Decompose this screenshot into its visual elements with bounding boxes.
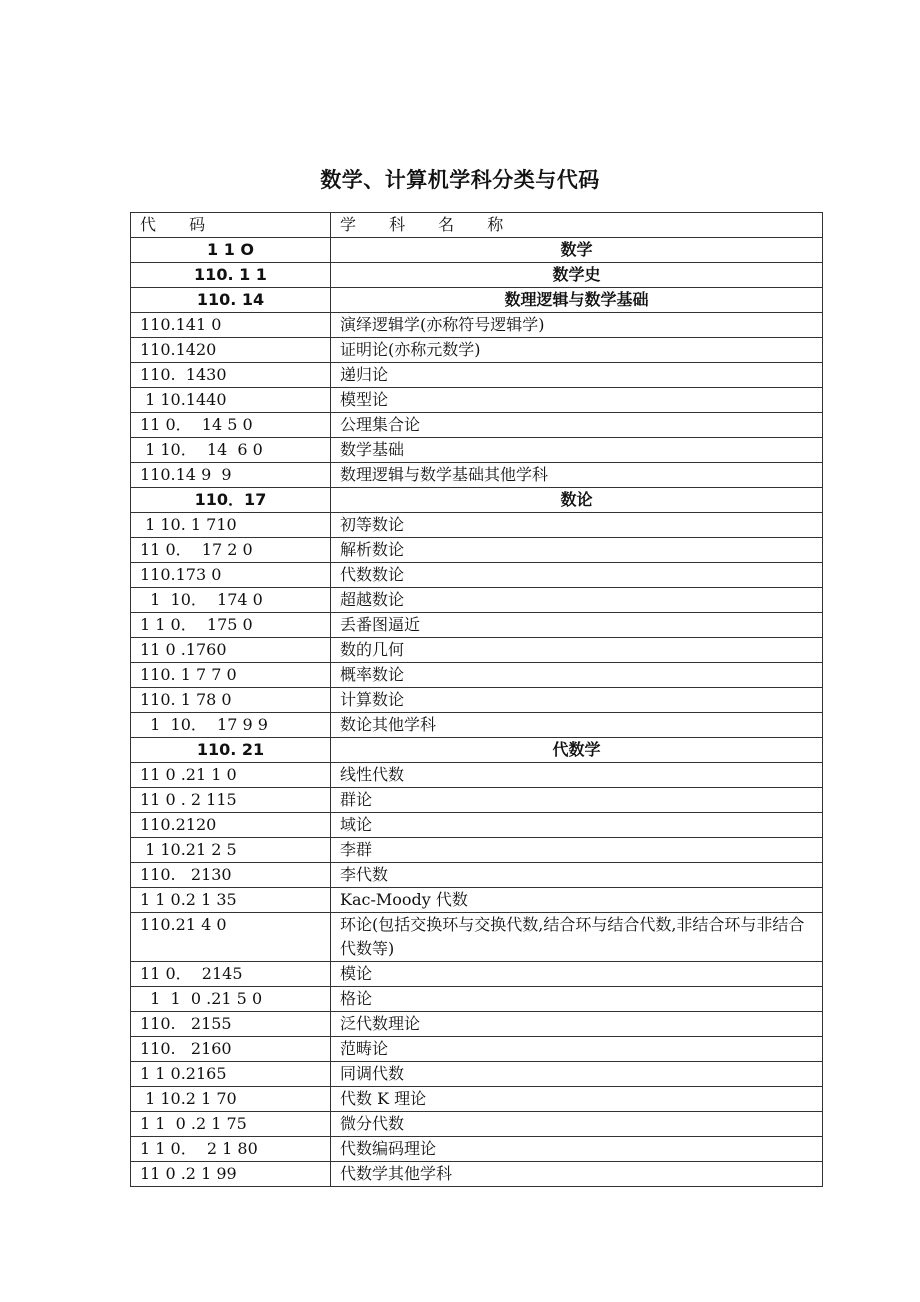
table-row [131, 838, 823, 863]
name-cell: 计算数论 [331, 688, 823, 713]
name-cell: 丢番图逼近 [331, 613, 823, 638]
table-row [131, 788, 823, 813]
table-row [131, 1012, 823, 1037]
code-cell: 1 1 0 .21 5 0 [131, 987, 331, 1012]
name-cell: 代数学其他学科 [331, 1162, 823, 1187]
code-cell: 110．17 [131, 488, 331, 513]
table-row [131, 588, 823, 613]
table-row [131, 638, 823, 663]
name-cell: 模论 [331, 962, 823, 987]
code-cell: 110.21 4 0 [131, 913, 331, 962]
table-row [131, 388, 823, 413]
code-cell: 110.141 0 [131, 313, 331, 338]
name-cell: 格论 [331, 987, 823, 1012]
name-cell: 公理集合论 [331, 413, 823, 438]
table-row [131, 713, 823, 738]
table-row [131, 338, 823, 363]
code-cell: 11 0． 17 2 0 [131, 538, 331, 563]
table-row [131, 363, 823, 388]
name-cell: 初等数论 [331, 513, 823, 538]
table-row [131, 513, 823, 538]
code-cell: 110. 2155 [131, 1012, 331, 1037]
table-row [131, 1037, 823, 1062]
table-row [131, 663, 823, 688]
name-cell: 数学 [331, 238, 823, 263]
table-section-row [131, 488, 823, 513]
table-header-row [131, 213, 823, 238]
name-cell: 数的几何 [331, 638, 823, 663]
table-row [131, 763, 823, 788]
code-cell: 110.14 9 9 [131, 463, 331, 488]
code-cell: 110. 1 78 0 [131, 688, 331, 713]
table-section-row [131, 263, 823, 288]
table-row [131, 538, 823, 563]
name-cell: 概率数论 [331, 663, 823, 688]
page-title: 数学、计算机学科分类与代码 [320, 168, 600, 192]
code-cell: 1 1 0． 175 0 [131, 613, 331, 638]
name-cell: 数论 [331, 488, 823, 513]
table-row [131, 613, 823, 638]
code-cell: 1 10. 1 710 [131, 513, 331, 538]
code-cell: 1 1 O [131, 238, 331, 263]
code-cell: 11 0 .1760 [131, 638, 331, 663]
code-cell: 11 0． 2145 [131, 962, 331, 987]
name-cell: 数学基础 [331, 438, 823, 463]
code-cell: 1 1 0 .2 1 75 [131, 1112, 331, 1137]
name-cell: 域论 [331, 813, 823, 838]
code-cell: 1 10.1440 [131, 388, 331, 413]
name-cell: 李群 [331, 838, 823, 863]
table-section-row [131, 238, 823, 263]
code-cell: 1 10． 174 0 [131, 588, 331, 613]
name-cell: 代数 K 理论 [331, 1087, 823, 1112]
name-cell: 解析数论 [331, 538, 823, 563]
table-row [131, 1062, 823, 1087]
name-cell: 数论其他学科 [331, 713, 823, 738]
code-cell: 110.173 0 [131, 563, 331, 588]
table-row [131, 463, 823, 488]
code-cell: 11 0 .21 1 0 [131, 763, 331, 788]
code-cell: 110. 21 [131, 738, 331, 763]
code-cell: 110. 1 1 [131, 263, 331, 288]
code-cell: 11 0 .2 1 99 [131, 1162, 331, 1187]
code-cell: 11 0． 14 5 0 [131, 413, 331, 438]
name-cell: 线性代数 [331, 763, 823, 788]
discipline-code-table [130, 212, 823, 1187]
table-row [131, 962, 823, 987]
name-cell: 泛代数理论 [331, 1012, 823, 1037]
table-row [131, 563, 823, 588]
code-cell: 1 1 0.2 1 35 [131, 888, 331, 913]
code-cell: 1 10． 17 9 9 [131, 713, 331, 738]
table-row [131, 688, 823, 713]
table-row [131, 987, 823, 1012]
name-cell: 代数数论 [331, 563, 823, 588]
name-cell: 代数编码理论 [331, 1137, 823, 1162]
name-cell: 代数学 [331, 738, 823, 763]
name-cell: 微分代数 [331, 1112, 823, 1137]
code-cell: 1 10.21 2 5 [131, 838, 331, 863]
name-cell: 数学史 [331, 263, 823, 288]
table-section-row [131, 288, 823, 313]
table-row [131, 413, 823, 438]
name-cell: 数理逻辑与数学基础 [331, 288, 823, 313]
table-row [131, 863, 823, 888]
name-cell: 范畴论 [331, 1037, 823, 1062]
name-cell: 超越数论 [331, 588, 823, 613]
code-cell: 1 1 0． 2 1 80 [131, 1137, 331, 1162]
code-cell: 110.2120 [131, 813, 331, 838]
code-cell: 110. 2160 [131, 1037, 331, 1062]
code-cell: 11 0 . 2 115 [131, 788, 331, 813]
code-cell: 110.1420 [131, 338, 331, 363]
name-cell: Kac-Moody 代数 [331, 888, 823, 913]
name-cell: 同调代数 [331, 1062, 823, 1087]
name-cell: 演绎逻辑学(亦称符号逻辑学) [331, 313, 823, 338]
code-cell: 110. 2130 [131, 863, 331, 888]
code-cell: 1 10.2 1 70 [131, 1087, 331, 1112]
name-cell: 模型论 [331, 388, 823, 413]
name-cell: 群论 [331, 788, 823, 813]
code-cell: 110. 14 [131, 288, 331, 313]
table-row [131, 438, 823, 463]
table-row [131, 1162, 823, 1187]
name-cell: 证明论(亦称元数学) [331, 338, 823, 363]
table-row [131, 1087, 823, 1112]
header-name: 学 科 名 称 [331, 213, 823, 238]
name-cell: 递归论 [331, 363, 823, 388]
header-code: 代 码 [131, 213, 331, 238]
table-section-row [131, 738, 823, 763]
table-body [131, 213, 823, 1187]
table-row [131, 1137, 823, 1162]
name-cell: 李代数 [331, 863, 823, 888]
name-cell: 数理逻辑与数学基础其他学科 [331, 463, 823, 488]
name-cell: 环论(包括交换环与交换代数,结合环与结合代数,非结合环与非结合代数等) [331, 913, 823, 962]
table-row [131, 888, 823, 913]
table-row [131, 813, 823, 838]
code-cell: 1 10． 14 6 0 [131, 438, 331, 463]
code-cell: 110. 1430 [131, 363, 331, 388]
code-cell: 110. 1 7 7 0 [131, 663, 331, 688]
table-row [131, 313, 823, 338]
code-cell: 1 1 0.2165 [131, 1062, 331, 1087]
table-row [131, 1112, 823, 1137]
table-row [131, 913, 823, 962]
